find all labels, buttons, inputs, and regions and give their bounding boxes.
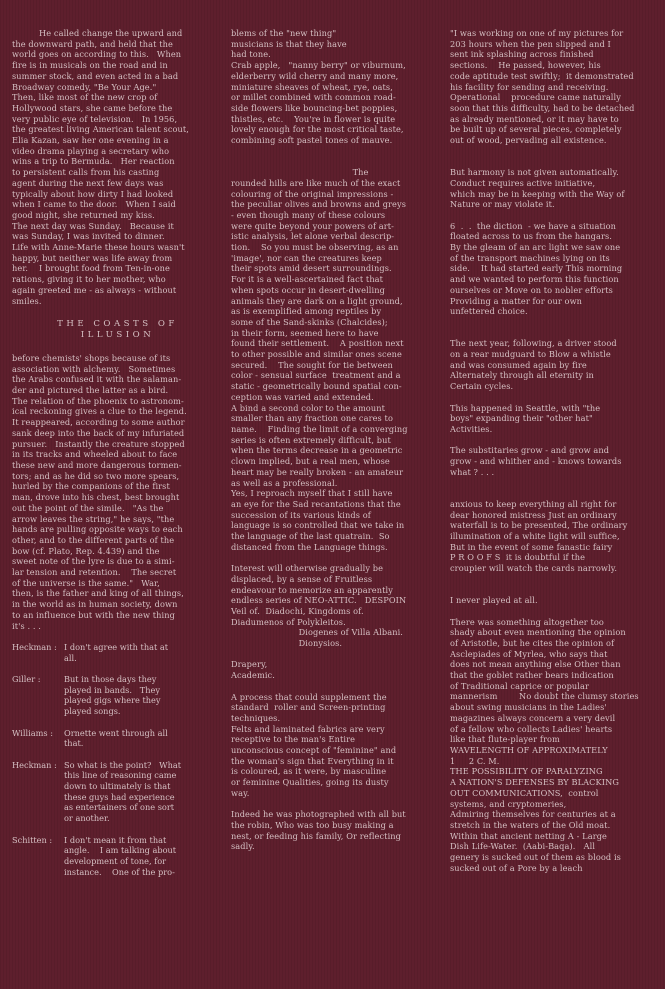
paragraph [450, 403, 661, 435]
text-line: or millet combined with common road- [231, 92, 396, 103]
text-line: Activities. [450, 423, 493, 434]
text-line: It reappeared, according to some author [12, 417, 185, 428]
text-line: played songs. [64, 706, 121, 717]
text-line: A bind a second color to the amount [231, 402, 385, 413]
text-line: anxious to keep everything all right for [450, 498, 617, 509]
text-line: combining soft pastel tones of mauve. [231, 135, 393, 146]
text-line: and we wanted to perform this function [450, 274, 619, 285]
text-line: or another. [64, 813, 110, 824]
text-line: good night, she returned my kiss. [12, 209, 155, 220]
text-line: miniature sheaves of wheat, rye, oats, [231, 81, 393, 92]
paragraph-gap [450, 435, 661, 446]
text-line: 203 hours when the pen slipped and I [450, 38, 611, 49]
text-line: as entertainers of one sort [64, 802, 175, 813]
text-line: Dionysios. [231, 638, 343, 649]
text-line: angle. I am talking about [64, 845, 177, 856]
text-line: to other possible and similar ones scene [231, 349, 402, 360]
paragraph-gap [12, 663, 223, 674]
text-line: Within that ancient netting A - Large [450, 830, 607, 841]
paragraph-gap [450, 317, 661, 338]
text-line: these new and more dangerous tormen- [12, 460, 182, 470]
text-line: He called change the upward and [12, 28, 183, 38]
text-line: boys" expanding their "other hat" [450, 413, 593, 424]
text-line: of Aristotle, but he cites the opinion of [450, 637, 615, 648]
paragraph [231, 659, 442, 680]
text-line: For it is a well-ascertained fact that [231, 274, 384, 285]
text-line: rations, giving it to her mother, who [12, 274, 166, 285]
text-line: summer stock, and even acted in a bad [12, 70, 179, 81]
text-line: thistles, etc. You're in flower is quite [231, 113, 396, 124]
text-line: that the goblet rather bears indication [450, 670, 614, 681]
text-line: then, is the father and king of all things, [12, 588, 184, 599]
text-line: Life with Anne-Marie these hours wasn't [12, 242, 185, 253]
text-line: ourselves or Move on to nobler efforts [450, 284, 613, 295]
paragraph [12, 353, 223, 631]
text-line: distanced from the Language things. [231, 541, 388, 552]
text-line: language is so controlled that we take in [231, 520, 405, 531]
paragraph-gap [231, 146, 442, 167]
text-line: agent during the next few days was [12, 177, 164, 188]
text-line: static - geometrically bound spatial con- [231, 381, 402, 392]
paragraph-gap [12, 306, 223, 317]
text-line: in the world as in human society, down [12, 599, 178, 610]
text-line: Diadumenos of Polykleitos. [231, 616, 346, 627]
text-line: before chemists' shops because of its [12, 352, 171, 363]
text-line: way. [231, 787, 250, 798]
paragraph [231, 28, 442, 146]
text-line: A process that could supplement the [231, 691, 387, 702]
text-line: some of the Sand-skinks (Chalcides); [231, 316, 388, 327]
text-line: waterfall is to be presented, The ordinary [450, 520, 628, 531]
text-line: the language of the last quatrain. So [231, 531, 390, 542]
speaker-text [64, 835, 176, 878]
text-line: elderberry wild cherry and many more, [231, 70, 399, 81]
text-line: arrow leaves the string," he says, "the [12, 513, 175, 524]
text-line: on a rear mudguard to Blow a whistle [450, 349, 611, 360]
text-line: grow - and whither and - knows towards [450, 456, 622, 467]
dialogue-entry [12, 642, 223, 663]
text-line: I don't mean it from that [64, 834, 167, 845]
text-line: played in bands. They [64, 684, 161, 695]
paragraph-gap [12, 717, 223, 728]
text-line: So what is the point? What [64, 759, 182, 770]
text-line: when I came to the door. When I said [12, 199, 176, 210]
paragraph [450, 499, 661, 574]
dialogue-entry [12, 760, 223, 824]
text-line: out of wood, pervading all existence. [450, 135, 607, 146]
text-line: Admiring themselves for centuries at a [450, 809, 616, 820]
dialogue-entry [12, 835, 223, 878]
section-heading: ILLUSION [80, 329, 155, 340]
text-line: Then, like most of the new crop of [12, 92, 158, 103]
text-line: was Sunday, I was invited to dinner. [12, 231, 165, 242]
text-line: Conduct requires active initiative, [450, 177, 596, 188]
text-line: secured. The sought for tie between [231, 359, 393, 370]
text-line: of the transport machines lying on its [450, 252, 610, 263]
speaker-text [64, 674, 160, 717]
text-line: shady about even mentioning the opinion [450, 627, 626, 638]
text-line: world goes on according to this. When [12, 49, 182, 60]
text-line: which may be in keeping with the Way of [450, 188, 625, 199]
text-line: played gigs where they [64, 695, 161, 706]
paragraph-gap [450, 146, 661, 167]
text-line: Operational procedure came naturally [450, 92, 621, 103]
text-line: Dish Life-Water. (Aabi-Baqa). All [450, 841, 596, 852]
text-line: series is often extremely difficult, but [231, 434, 391, 445]
text-line: had tone. [231, 49, 271, 60]
text-line: like that flute-player from [450, 734, 560, 745]
text-line: genery is sucked out of them as blood is [450, 852, 621, 863]
text-line: these guys had experience [64, 791, 175, 802]
paragraph [231, 809, 442, 852]
text-line: association with alchemy. Sometimes [12, 363, 176, 374]
text-line: that. [64, 738, 84, 749]
text-line: of the universe is the same." War, [12, 577, 160, 588]
text-line: The [231, 167, 369, 178]
paragraph [450, 445, 661, 477]
paragraph-gap [231, 552, 442, 563]
paragraph-gap [450, 574, 661, 595]
text-line: der and pictured the latter as a bird. [12, 385, 169, 396]
text-line: I never played at all. [450, 595, 538, 606]
text-line: displaced, by a sense of Fruitless [231, 573, 373, 584]
paragraph [450, 167, 661, 210]
text-line: about swing musicians in the Ladies' [450, 702, 607, 713]
text-line: Academic. [231, 670, 275, 681]
text-line: receptive to the man's Entire [231, 734, 356, 745]
text-line: I don't agree with that at [64, 641, 169, 652]
text-line: Broadway comedy, "Be Your Age." [12, 81, 157, 92]
text-line: in their form, seemed here to have [231, 327, 379, 338]
paragraph-gap [450, 210, 661, 221]
text-line: endeavour to memorize an apparently [231, 584, 393, 595]
paragraph-gap [231, 649, 442, 660]
column-1 [12, 28, 223, 979]
text-line: sweet note of the lyre is due to a simi- [12, 556, 175, 567]
text-line: 'image', nor can the creatures keep [231, 252, 382, 263]
text-line: be built up of several pieces, completely [450, 124, 622, 135]
text-line: side flowers like bouncing-bet poppies, [231, 102, 398, 113]
text-line: of Traditional caprice or popular [450, 680, 590, 691]
speaker-name: Williams : [12, 727, 53, 738]
paragraph [231, 167, 442, 552]
text-line: is coloured, as it were, by masculine [231, 766, 387, 777]
paragraph [450, 595, 661, 606]
text-line: There was something altogether too [450, 616, 604, 627]
text-line: instance. One of the pro- [64, 866, 175, 877]
text-line: the greatest living American talent scout, [12, 124, 190, 135]
paragraph [450, 221, 661, 317]
paragraph-gap [12, 749, 223, 760]
speaker-name: Schitten : [12, 834, 53, 845]
text-line: found their settlement. A position next [231, 338, 404, 349]
text-line: "I was working on one of my pictures for [450, 28, 624, 38]
text-line: rounded hills are like much of the exact [231, 177, 401, 188]
text-line: bow (cf. Plato, Rep. 4.439) and the [12, 545, 160, 556]
text-line: fire is in musicals on the road and in [12, 60, 168, 71]
text-line: Indeed he was photographed with all but [231, 809, 406, 820]
text-line: P R O O F S it is doubtful if the [450, 552, 586, 563]
text-line: hands are pulling opposite ways to each [12, 524, 183, 535]
text-line: their spots amid desert surroundings. [231, 263, 392, 274]
text-line: out the point of the simile. "As the [12, 502, 164, 513]
text-line: as already mentioned, or it may have to [450, 113, 619, 124]
text-line: nest, or feeding his family, Or reflecting [231, 830, 401, 841]
text-line: 1 2 C. M. [450, 755, 500, 766]
text-line: this line of reasoning came [64, 770, 177, 781]
text-line: By the gleam of an arc light we saw one [450, 242, 621, 253]
text-line: standard roller and Screen-printing [231, 702, 386, 713]
dialogue-entry [12, 674, 223, 717]
text-line: the woman's sign that Everything in it [231, 755, 394, 766]
text-line: other, and to the different parts of the [12, 534, 175, 545]
paragraph-gap [231, 799, 442, 810]
text-line: Providing a matter for our own [450, 295, 583, 306]
text-line: Elia Kazan, saw her one evening in a [12, 135, 169, 146]
text-line: croupier will watch the cards narrowly. [450, 563, 618, 574]
text-line: hurled by the companions of the first [12, 481, 170, 492]
speaker-name: Heckman : [12, 641, 57, 652]
text-line: as well as a professional. [231, 477, 338, 488]
text-line: WAVELENGTH OF APPROXIMATELY [450, 744, 608, 755]
text-line: musicians is that they have [231, 38, 347, 49]
text-line: unconscious concept of "feminine" and [231, 745, 397, 756]
text-line: But in the event of some fanastic fairy [450, 541, 613, 552]
text-line: an eye for the Sad recantations that the [231, 498, 401, 509]
text-line: sections. He passed, however, his [450, 60, 601, 71]
text-line: dear honored mistress Just an ordinary [450, 509, 617, 520]
text-line: Diogenes of Villa Albani. [231, 627, 404, 638]
text-line: tors; and as he did so two more spears, [12, 470, 180, 481]
text-line: clown implied, but a real men, whose [231, 456, 390, 467]
text-line: Yes, I reproach myself that I still have [231, 488, 393, 499]
text-line: succession of its various kinds of [231, 509, 371, 520]
text-line: soon that this difficulty, had to be detached [450, 102, 635, 113]
paragraph [450, 338, 661, 392]
text-line: very public eye of television. In 1956, [12, 113, 178, 124]
text-line: The next year, following, a driver stood [450, 338, 617, 349]
text-line: - even though many of these colours [231, 209, 386, 220]
text-line: stretch in the waters of the Old moat. [450, 819, 611, 830]
text-line: ical reckoning gives a clue to the legend. [12, 406, 187, 417]
text-line: Felts and laminated fabrics are very [231, 723, 385, 734]
text-line: smiles. [12, 295, 42, 306]
text-line: the downward path, and held that the [12, 38, 173, 49]
text-line: in its tracks and wheeled about to face [12, 449, 178, 460]
text-line: OUT COMMUNICATIONS, control [450, 787, 599, 798]
speaker-text [64, 760, 181, 824]
text-line: again greeted me - as always - without [12, 284, 177, 295]
text-line: systems, and cryptomeries, [450, 798, 567, 809]
paragraph [450, 617, 661, 874]
text-line: Interest will otherwise gradually be [231, 563, 384, 574]
text-line: as is exemplified among reptiles by [231, 306, 382, 317]
text-line: sadly. [231, 841, 255, 852]
text-line: wins a trip to Bermuda. Her reaction [12, 156, 175, 167]
text-line: unfettered choice. [450, 306, 528, 317]
text-line: man, drove into his chest, best brought [12, 492, 180, 503]
text-line: her. I brought food from Ten-in-one [12, 263, 170, 274]
text-line: the Arabs confused it with the salaman- [12, 374, 182, 385]
text-line: Alternately through all eternity in [450, 370, 594, 381]
text-line: name. Finding the limit of a converging [231, 424, 408, 434]
column-3 [450, 28, 661, 979]
text-line: when spots occur in desert-dwelling [231, 284, 385, 295]
text-line: his facility for sending and receiving. [450, 81, 609, 92]
text-line: happy, but neither was life away from [12, 252, 173, 263]
text-line: THE POSSIBILITY OF PARALYZING [450, 766, 603, 777]
text-line: Asclepiades of Myrlea, who says that [450, 648, 608, 659]
text-line: lar tension and retention. The secret [12, 567, 177, 578]
paragraph [231, 692, 442, 799]
paragraph [12, 28, 223, 306]
text-line: sent ink splashing across finished [450, 49, 594, 60]
text-line: blems of the "new thing" [231, 28, 337, 38]
paragraph-gap [231, 681, 442, 692]
paragraph [231, 563, 442, 649]
text-line: colouring of the original impressions - [231, 188, 394, 199]
text-line: when the terms decrease in a geometric [231, 445, 403, 456]
text-line: A NATION'S DEFENSES BY BLACKING [450, 777, 620, 788]
text-line: sank deep into the back of my infuriated [12, 427, 185, 438]
text-line: the peculiar olives and browns and greys [231, 199, 407, 210]
text-line: video drama playing a secretary who [12, 145, 170, 156]
text-line: tion. So you must be observing, as an [231, 242, 399, 253]
text-line: color - sensual surface treatment and a [231, 370, 401, 381]
text-line: animals they are dark on a light ground, [231, 295, 403, 306]
text-line: Veil of. Diadochi, Kingdoms of. [231, 605, 364, 616]
text-line: smaller than any fraction one cares to [231, 413, 393, 424]
text-line: pursuer. Instantly the creature stopped [12, 438, 185, 449]
text-line: Hollywood stars, she came before the [12, 102, 173, 113]
text-line: techniques. [231, 712, 281, 723]
text-line: The next day was Sunday. Because it [12, 220, 174, 231]
text-line: The relation of the phoenix to astronom- [12, 395, 184, 406]
paragraph-gap [12, 631, 223, 642]
text-line: Drapery, [231, 659, 268, 670]
text-line: lovely enough for the most critical taste, [231, 124, 404, 135]
text-line: endless series of NEO-ATTIC. DESPOIN [231, 595, 407, 606]
paragraph-gap [450, 392, 661, 403]
text-line: what ? . . . [450, 466, 495, 477]
text-line: side. It had started early This morning [450, 263, 623, 274]
text-line: to an influence but with the new thing [12, 609, 175, 620]
text-line: sucked out of a Pore by a leach [450, 862, 583, 873]
text-line: development of tone, for [64, 855, 167, 866]
text-line: of a fellow who collects Ladies' hearts [450, 723, 613, 734]
speaker-text [64, 728, 168, 749]
text-line: floated across to us from the hangars. [450, 231, 612, 242]
text-line: down to ultimately is that [64, 781, 171, 792]
text-line: or feminine Qualities, going its dusty [231, 777, 389, 788]
text-line: 6 . . the diction - we have a situation [450, 220, 617, 231]
speaker-name: Giller : [12, 674, 41, 685]
text-line: illumination of a white light will suffice, [450, 530, 620, 541]
text-line: Ornette went through all [64, 727, 168, 738]
text-line: mannerism No doubt the clumsy stories [450, 691, 639, 702]
column-2 [231, 28, 442, 979]
paragraph-gap [12, 824, 223, 835]
text-line: istic analysis, let alone verbal descrip- [231, 231, 395, 242]
speaker-text [64, 642, 168, 663]
text-line: The substitaries grow - and grow and [450, 445, 610, 456]
text-line: Nature or may violate it. [450, 199, 555, 210]
text-line: code aptitude test swiftly; it demonstrated [450, 70, 634, 81]
text-line: typically about how dirty I had looked [12, 188, 174, 199]
dialogue-entry [12, 728, 223, 749]
text-line: magazines always concern a very devil [450, 712, 616, 723]
text-line: and was consumed again by fire [450, 359, 587, 370]
text-line: Crab apple, "nanny berry" or viburnum, [231, 60, 406, 71]
paragraph-gap [450, 477, 661, 498]
section-heading: THE COASTS OF [57, 318, 178, 329]
text-line: does not mean anything else Other than [450, 659, 621, 670]
text-line: ception was varied and extended. [231, 391, 374, 402]
paragraph [450, 28, 661, 146]
speaker-name: Heckman : [12, 759, 57, 770]
text-line: the robin, Who was too busy making a [231, 819, 394, 830]
text-line: all. [64, 652, 77, 663]
text-line: heart may be really broken - an amateur [231, 466, 404, 477]
text-line: But harmony is not given automatically. [450, 167, 619, 178]
text-line: to persistent calls from his casting [12, 167, 160, 178]
paragraph-gap [450, 606, 661, 617]
text-line: But in those days they [64, 674, 157, 685]
text-line: Certain cycles. [450, 381, 514, 392]
text-line: This happened in Seattle, with "the [450, 402, 601, 413]
text-line: it's . . . [12, 620, 41, 631]
text-line: were quite beyond your powers of art- [231, 220, 395, 231]
